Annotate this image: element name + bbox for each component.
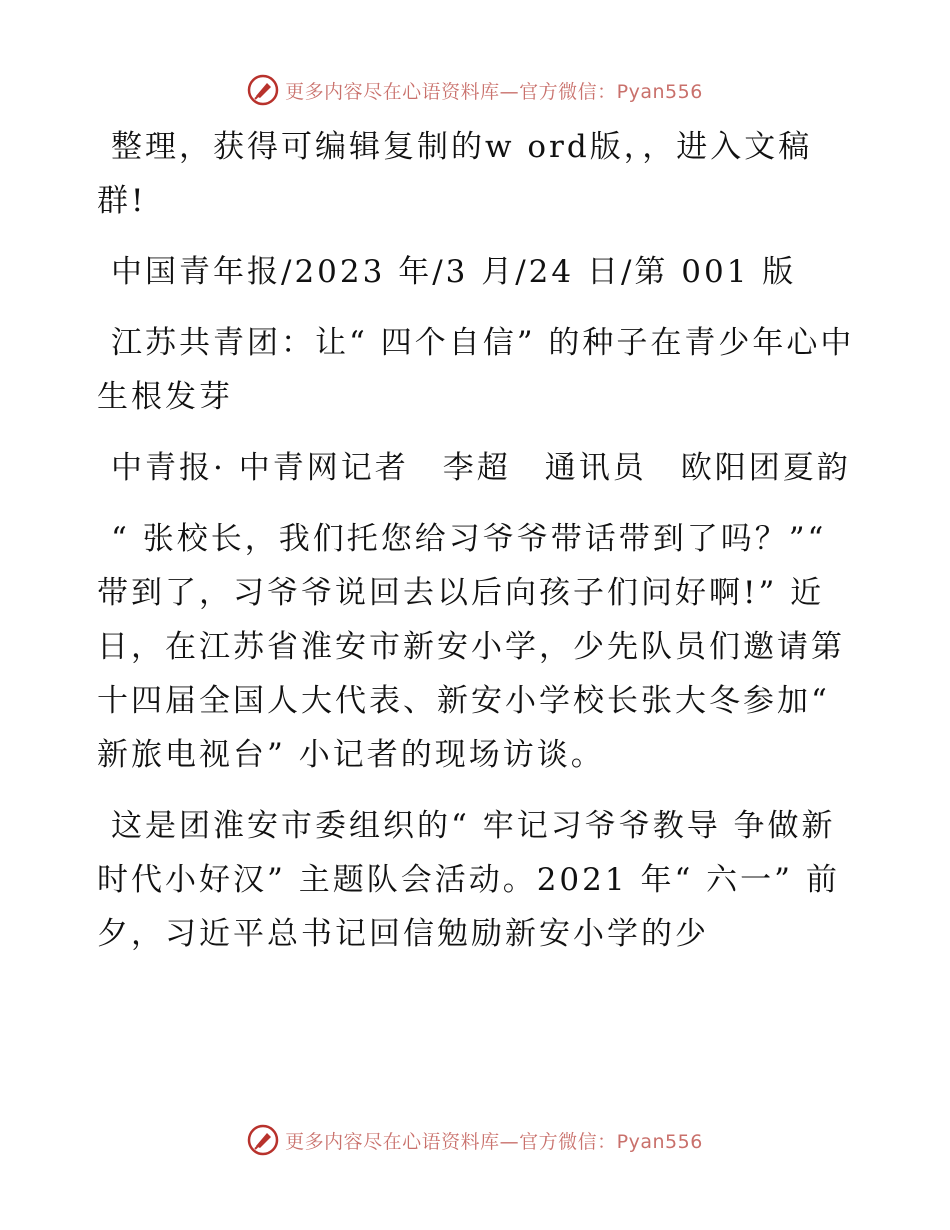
watermark-contact: 官方微信：Pyan556 (519, 80, 703, 103)
watermark-text (285, 1127, 703, 1154)
pen-nib-logo-icon (247, 1124, 279, 1156)
doc-paragraph-byline: 中青报· 中青网记者 李超 通讯员 欧阳团夏韵 (111, 450, 851, 486)
doc-paragraph-body-2: 这是团淮安市委组织的“ 牢记习爷爷教导 争做新时代小好汉” 主题队会活动。2021 年“ 六一” 前夕，习近平总书记回信勉励新安小学的少 (97, 808, 840, 952)
doc-paragraph-body-1: “ 张校长，我们托您给习爷爷带话带到了吗？”“ 带到了，习爷爷说回去以后向孩子们问好啊!” 近日，在江苏省淮安市新安小学，少先队员们邀请第十四届全国人大代表、新安小学校长张大冬参加“ 新旅电视台” 小记者的现场访谈。 (97, 521, 845, 773)
footer-watermark (0, 1120, 950, 1160)
watermark-contact: 官方微信：Pyan556 (519, 1130, 703, 1153)
watermark-separator: — (499, 1130, 520, 1153)
doc-paragraph-source: 中国青年报/2023 年/3 月/24 日/第 001 版 (111, 254, 797, 290)
document-body (97, 120, 857, 1100)
watermark-separator: — (499, 80, 520, 103)
doc-paragraph-intro: 整理，获得可编辑复制的w ord版，，进入文稿群! (97, 129, 813, 219)
doc-paragraph-headline: 江苏共青团：让“ 四个自信” 的种子在青少年心中生根发芽 (97, 325, 855, 415)
watermark-brand: 更多内容尽在心语资料库 (285, 80, 500, 103)
header-watermark (0, 70, 950, 110)
pen-nib-logo-icon (247, 74, 279, 106)
watermark-brand: 更多内容尽在心语资料库 (285, 1130, 500, 1153)
watermark-text (285, 77, 703, 104)
